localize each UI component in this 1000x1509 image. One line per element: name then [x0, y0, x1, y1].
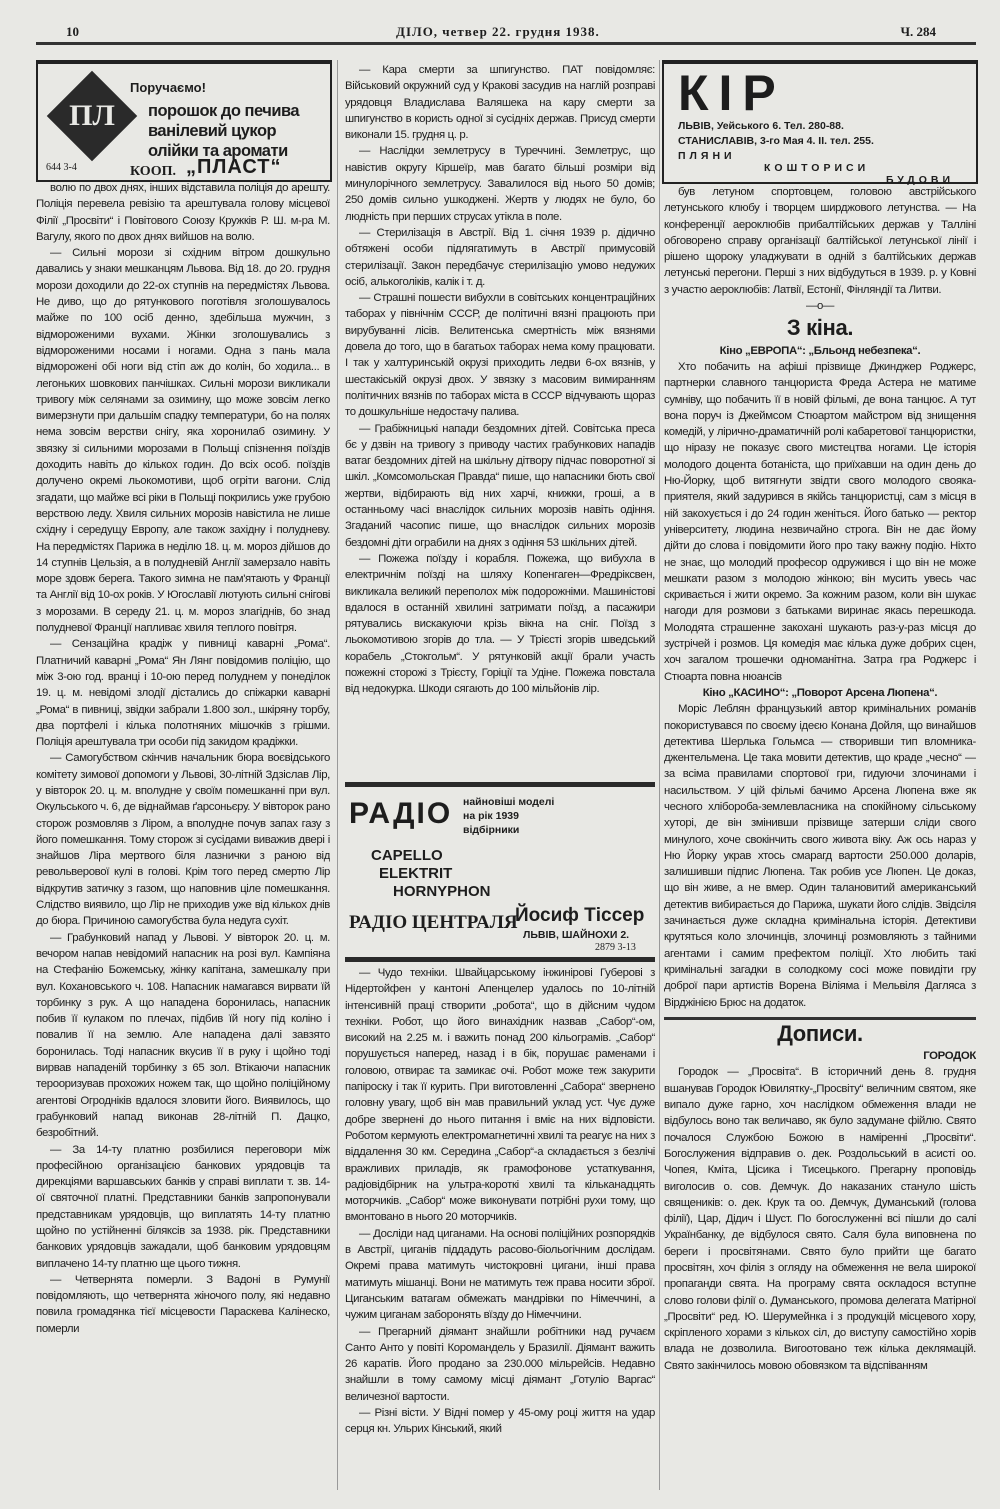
plast-logo-icon: ПЛ [47, 71, 138, 162]
section-title-cinema: З кіна. [786, 315, 854, 341]
review-title: Кіно „КАСИНО“: „Поворот Арсена Люпена“. [702, 686, 938, 699]
article: — Грабунковий напад у Львові. У вівторок 20. ц. м. вечором напав невідомий напасник на розі вул. Кампіяна на Стефанію Божемську, жінку капітана, замешкалу при вул. Кохановського ч. 108. Напасник намагався вирвати їй торбинку з рук. А що нападена боронилась, напасник побив її кулаком по плечах, підбив їй ногу під коліно і повалив її на землю. Але нападена далі завзято боронилась. Тоді напасник вкусив її в руку і щойно тоді вирвав нападеній торбинку з 65 зол. Втікаючи напасник терооризував прохожих ножем так, що щойно поліційному агентові Огродніків вдалося зловити його. Виявилось, що грабунковий напад виконав 28-літній П. Дацко, безробітний. [36, 931, 330, 1140]
radio-owner: Йосиф Тіссер [515, 905, 645, 926]
radio-title: РАДІО [349, 797, 453, 830]
review-title: Кіно „ЕВРОПА“: „Бльонд небезпека“. [719, 344, 921, 357]
column-2-bottom [345, 965, 655, 1495]
brand: CAPELLO [371, 847, 443, 864]
kir-address: ЛЬВІВ, Уейського 6. Тел. 280-88. [678, 120, 844, 132]
kir-address: СТАНИСЛАВІВ, 3-го Мая 4. II. тел. 255. [678, 135, 874, 147]
ad-line: олійки та аромати [148, 142, 288, 160]
article: — Четвернята померли. З Вадоні в Румунії повідомляють, що четвернята жіночого полу, які недавно повила громадянка тієї місцевости Параскева Калінеско, померли [36, 1273, 330, 1335]
article: — Прегарний діямант знайшли робітники над ручаєм Санто Анто у повіті Коромандель у Бразилії. Діямант важить 26 каратів. Його продано за 230.000 мільрейсів. Недавно знайшли в тому самому місці діямант „Готуліо Варгас“ величезної вартости. [345, 1325, 655, 1403]
ad-line: ванілевий цукор [148, 122, 277, 140]
ad-coop: КООП. [130, 164, 176, 179]
article: — Сильні морози зі східним вітром дошкульно давались у знаки мешканцям Львова. Від 18. до 20. грудня морози доходили до 22-ох ступнів на передмістях Львова. Не диво, що до рятункового поготівля зголошувалось майже по 100 осіб денно, здебільша мужчин, з відмороженими вухами. Жінки зголошувались з відмороженими носами і ногами. Одна з пань мала відморожені обі ноги від стіп аж до колін, бо ходила... в легоньких шовкових панчішках. Сильні морози викликали тривогу між селянами за озимину, що може зовсім легко вимерзнути при дальшім спадку температури, бо на полях нема зовсім верстви снігу, яка хоронилаб озимину. У звязку зі сильними морозами в Польщі спізнення поїздів доходить навіть до кількох годин. До всіх особ. поїздів долучено окремі льокомотиви, щоб огріти вагони. Слід згадати, що майже всі ріки в Польщі покрились уже грубою верствою леду. Хвиля сильних морозів навістила не лише східну і середущу Европу, але також західну і полудневу. На передмістях Парижа в неділю 18. ц. м. мороз дійшов до 14 ступнів Цельзія, а в полудневій Англії замерзало навіть море здовж берега. Такого зимна не пам'ятають у Франції та Англії від 10-ох років. У Югославії лютують сильні снігові з морозами. В середу 21. ц. м. мороз злагіднів, бо знад полудневої Франції напливає хвиля теплого повітря. [36, 247, 330, 635]
kir-advertisement [662, 60, 978, 184]
radio-brands [371, 847, 491, 901]
review-text: Хто побачить на афіші прізвище Джинджер Роджерс, партнерки славного танцюриста Фреда Астера не матиме сумніву, що побачить її в новій фільмі, де вона танцює. А тут вона поруч із Джеймсом Стюартом майстром від знищення комедій, у лірично-драматичній ролі кабаретової танцюристки, що нiразу не показує свого мистецтва ногами. Це історія молодого доцента ботаніста, що приїхавши на один день до Ню-Йорку, щоб витягнути звідти свого молодого свояка-приятеля, який задурився в якійсь танцюристці, сам з місця в ній закохується і до 24 годин женіться. Його батько — ректор університету, людина незвичайно строга. Він не дає йому дійти до слова і повідомити його про таку важну подію. Ніхто не знає, що молодий професор одружився і що він не може мешкати разом з молодою жінкою; він мусить увесь час скривається і жити окремо. За кожним разом, коли він шукає нагоди для розмови з батьками виринає якась перешкода. Молодята страшенне закохані шукають раз-у-раз місця до зустрічей і розмов. Ця комедія має кілька дуже добрих сцен, хоч загалом трошечки одноманітна. Затра гра Роджерс і Стюарта повна нюансів [664, 360, 976, 683]
article: — Стерилізація в Австрії. Від 1. січня 1939 р. дідично обтяжені особи підлягатимуть в Австрії примусовій стерилізації. Закон передбачує стерилізацію умово недужих осіб, алькоголіків, калік і т. д. [345, 226, 655, 288]
article: — Різні вісти. У Відні помер у 45-ому році життя на удар серця кн. Ульрих Кінський, який [345, 1407, 655, 1436]
brand: HORNYPHON [393, 883, 491, 900]
tagline-line: на рік 1939 [463, 810, 519, 822]
column-2-top [345, 62, 655, 762]
brand: ELEKTRIT [379, 865, 453, 882]
radio-tagline [463, 795, 554, 837]
kir-service: БУДОВИ [886, 174, 955, 186]
radio-central: РАДІО ЦЕНТРАЛЯ [349, 912, 518, 933]
column-3 [664, 184, 976, 1494]
article: — За 14-ту платню розбилися переговори між професійною організацією банкових урядовців та дирекціями варшавських банків у справі виплати т. зв. 14-ої святочної платні. Представники банків запропонували представникам урядовців, що виплатять 14-ту платню щойно по устійненні біляксів за 1938. рік. Представники банкових урядовців зажадали, щоб банковим урядовцям виплачено 14-ту платню ще цього тижня. [36, 1143, 330, 1270]
letter-text: Городок — „Просвіта“. В історичний день 8. грудня вшанував Городок Ювилятку-„Просвіту“ величним святом, яке випало дуже гарно, хоч наслідком обмеження влади не відбулось воно так величаво, як було задумане фійлю. Свято почалося Службою Божою в наміренні „Просвіти“. Богослужения відправив о. дек. Роздольський в асисті оо. Чопея, Кміта, Цісика і Тисецького. Прегарну проповідь виголосив о. сов. Демчук. До наказаних стануло шість священиків: о. дек. Крук та оо. Демчук, Думанський (голова філії), Цар, Дідич і Шуст. По богослуженні всі пішли до салі Українбанку, де відбулося свято. Саля була виповнена по береги і просвітянами. Свято було прийти ще багато просвітян, хоч філія з огляду на обмеження не вела широкої пропаганди свята. На програму свята оскладося вступне слово голови філії о. Думанського, промова делегата Матірної „Просвіти“ ред. Ю. Шерумейнка і з продукцій місцевого хору, скріпленого хорами з кількох сіл, до виступу самостійно хорів влада не дозволила. Вигоотовано теж кілька деклямацій. Свято закінчилось мовою обовязком та відспіванням [664, 1066, 976, 1372]
kir-logo: КІР [678, 65, 786, 121]
article: — Чудо техніки. Швайцарському інжинірові Губерові з Нідертойфен у кантоні Апенцелер удалось по 10-літній інтенсивній праці створити „робота“, що в дійсним чудом техніки. Робот, що його винахідник назвав „Сабор“-ом, високий на 2.25 м. і важить понад 200 кільограмів. „Сабор“ порушується наперед, назад і в бік, порушає раменами і головою, отвирає та замикає очі. Робот може теж закурити папіроску і так її курить. При виготовленні „Сабора“ звернено головну увагу, щоб він мав правильний уклад уст. Чує дуже добре звернені до нього питання і вміє на них відповісти. Роботом кермують електромагнетичні хвилі та реагує на них з віддалення 30 км. Середина „Сабор“-а складається з безлічі вражливих приладів, як грамофонове устаткування, радіовідбірник на ультра-короткі хвилі та кільканадцять моторчиків. „Сабор“ може виконувати потрібні рухи тому, що вмонтовано в нього 20 моторчиків. [345, 967, 655, 1224]
radio-advertisement [345, 782, 655, 962]
article: — Наслідки землетрусу в Туреччині. Землетрус, що навістив округу Кіршеїр, мав багато більші розміри від минулорічного землетрусу. Завалилося від нього 50 домів; 250 домів сильно ушкоджені. Жертв у людях не було, бо людність при перших струсах утікла в поле. [345, 145, 655, 223]
issue-number: Ч. 284 [900, 24, 936, 39]
column-divider [337, 60, 338, 1490]
header-rule [36, 42, 976, 45]
article: був летуном спортовцем, головою австрійського летунського клюбу і творцем ширджового летунства. — На конференції аероклюбів прибалтійських держав у Талліні обговорено справу організації балтійської летунської лінії і рішено щороку уладжувати в одній з балтійських держав летунські перегони. Перші з них відбудуться в 1939. р. у Ковні з участю аероклюбів: Латвії, Естонії, Фінляндії та Литви. [664, 186, 976, 296]
separator: —o— [805, 300, 835, 313]
column-divider [659, 60, 660, 1490]
ad-brand: „ПЛАСТ“ [186, 156, 282, 178]
kir-service: ПЛЯНИ [678, 150, 736, 162]
section-title-letters: Дописи. [664, 1017, 976, 1042]
radio-code: 2879 3-13 [595, 942, 636, 953]
article: — Самогубством скінчив начальник бюра воєвідського комітету зимової допомоги у Львові, 30-літній Здзіслав Лір, у вівторок 20. ц. м. вполудне у своїм помешканні при вул. Окульського ч. 6, де віднаймав ґарсоньєру. У вівторок рано сторож розмовляв з Ліром, а вполудне почув запах газу з його помешкання. Тому сторож зі сусідами виважив двері і знайшов Ліра мертвого біля лазнички з раною від револьверової кулі в голові. Крім того перед смертю Лір відкрутив затичку з газом, що наповнив ціле помешкання. Слідство виявило, що Лір не приходив уже від кількох днів до бюра. Причиною самогубства була недуга сухіт. [36, 752, 330, 928]
review-text: Моріс Леблян французький автор кримінальних романів покористувався по своєму ідеєю Конана Дойля, що винайшов детектива Шерлька Гольмса — створивши тип вломника-джентельмена. Це така мовити детектив, що краде „чесно“ — за всіма правилами спортової гри, гидуючи злочинами і насильством. У цій фільмі бачимо Арсена Люпена вже як чесного хлібороба-землевласника на спокійному сільському хуторі, де він змінивши прізвище затерши сліди свого минулого, хоче свокінчить свого живота віку. Аж ось нараз у Ню Йорку украв хтось смарагд вартости 250.000 доларів, залишивши підпис Люпена. Так робив усе Люпен. Це доказ, що він живе, а не вмер. Один талановитий американський детектив вибирається до Парижа, шукати його слідів. Звідсіля зачинається дуже складна кримінальна історія. Детективи крутяться коло злочинців, злочинці розмовляють з тайними агентами і самим префектом поліції. Хто любить такі кримінальні загадки в солодкому сосі може повидіти гру доброї пари артистів Ворена Віліяма і Мельвіля Дагляса з Вірджінією Брюс на додаток. [664, 703, 976, 1009]
place-heading: ГОРОДОК [923, 1050, 976, 1063]
article: — Сензаційна крадіж у пивниці каварні „Рома“. Платничий каварні „Рома“ Ян Лянг повідомив поліцію, що між 3-ою год. вранці і 10-ою перед полуднем у понеділок 19. ц. м. невідомі злодії дістались до спіжарки каварні „Рома“ в пивниці, звідки забрали 1.800 зол., шкіряну торбу, два портфелі і кілька полотняних мішочків з грішми. Поліція арештувала три особи під закидом крадіжки. [36, 638, 330, 749]
radio-address: ЛЬВІВ, ШАЙНОХИ 2. [523, 929, 630, 941]
masthead: ДІЛО, четвер 22. грудня 1938. [396, 24, 600, 39]
column-1 [36, 180, 330, 1490]
tagline-line: відбірники [463, 824, 520, 836]
article: — Кара смерти за шпигунство. ПАТ повідомляє: Військовий окружний суд у Кракові засудив на наглій розправі урядовця Владислава Валяшека на кару смерти за шпигунство в користь одної зі сусідніх держав. Присуд смерти виконали 15. грудня ц. р. [345, 64, 655, 142]
kir-service: КОШТОРИСИ [764, 162, 870, 174]
ad-code: 644 3-4 [46, 162, 77, 173]
tagline-line: найновіші моделі [463, 796, 555, 808]
ad-recommend: Поручаємо! [130, 80, 206, 95]
article: волю по двох днях, інших відставила поліція до арешту. Поліція перевела ревізію та арештувала голову місцевої Філії „Просвіти“ і Повітового Союзу Кружків Р. Ш. м-ра М. Вагулу, якого по двох днях вийшов на волю. [36, 182, 330, 243]
ad-line: порошок до печива [148, 102, 300, 120]
article: — Страшні пошести вибухли в совітських концентраційних таборах у північнім СССР, де політичні вязні працюють при вирубуванні лісів. Велитенська смертність між вязнями довела до того, що в багатьох таборах нема кому працювати. І так у халтуринській окрузі приходить ледви 6-ох вязнів, у шестакіській окрузі двох. У звязку з масовим вимиранням політичних вязнів по таборах міста в СССР відчувають щораз то дошкульніше недостачу палива. [345, 292, 655, 419]
plast-advertisement [36, 60, 332, 182]
article: — Пожежа поїзду і корабля. Пожежа, що вибухла в електричнім поїзді на шляху Копенгаген—Фредріксвен, викликала великий переполох між подорожніми. Машиністові вдалося в останній хвилині затримати поїзд, а пасажири рятувались вискакуючи крізь вікна на сніг. Поїзд з льокомотивою згорів до тла. — У Трієсті згорів шведський корабель „Стокгольм“. У рятунковій акції брали участь пожежні сторожі з Трієсту, Горіції та Удіне. Пожежа повстала від недокурка. Шкоди сягають до 100 мільйонів лір. [345, 552, 655, 696]
article: — Грабіжницькі напади бездомних дітей. Совітська преса бє у дзвін на тривогу з приводу частих грабункових нападів ватаг бездомних дітей на шкільну дітвору підчас поворотної зі шкіл. „Комсомольская Правда“ пише, що напасники бють свої жертви, відбирають від них харчі, книжки, гроші, а в останньому часі внаслідок сильних морозів навіть одіння. Згаданий часопис пише, що внаслідок сильних морозів бездомні діти ограбили на днях з одіння 53 шкільних дітей. [345, 422, 655, 549]
page-number: 10 [66, 24, 79, 39]
article: — Досліди над циганами. На основі поліційних розпорядків в Австрії, циганів піддадуть расово-біольогічним дослідам. Окремі права матимуть чистокровні цигани, інші права матимуть мішанці. Вони не матимуть теж права носити зброї. Циганським ватагам обмежать мандрівки по Німеччині, а чужим циганам заборонять вїзду до Німеччини. [345, 1227, 655, 1322]
